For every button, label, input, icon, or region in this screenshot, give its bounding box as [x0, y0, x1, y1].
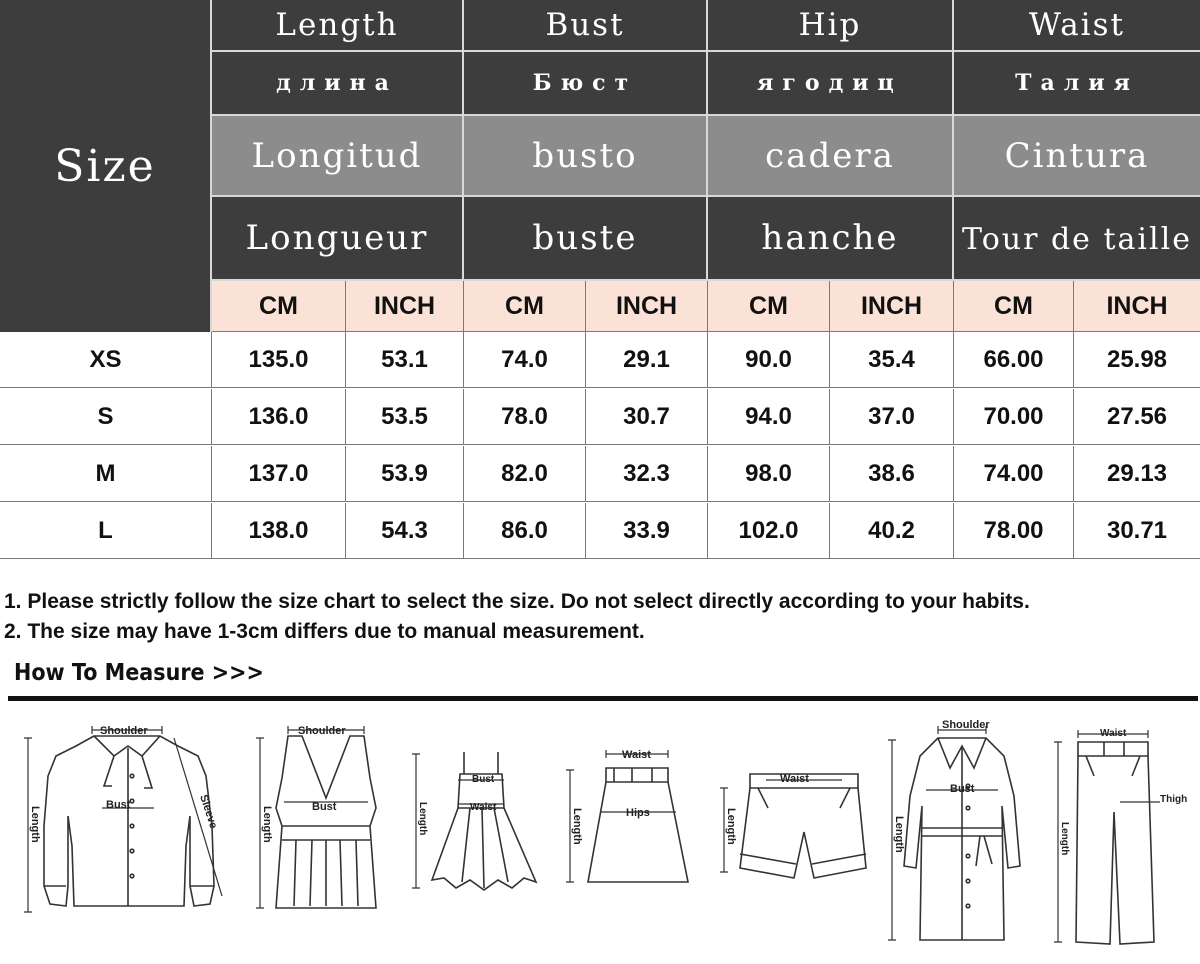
- table-cell: 138.0: [212, 503, 346, 559]
- shoulder-label: Shoulder: [100, 725, 148, 737]
- length-label: Length: [261, 806, 273, 843]
- length-label: Length: [893, 816, 905, 853]
- table-cell: 37.0: [830, 389, 954, 445]
- table-cell: 33.9: [586, 503, 708, 559]
- table-cell: 136.0: [212, 389, 346, 445]
- size-label-cell: M: [0, 446, 212, 502]
- waist-label: Waist: [470, 802, 497, 813]
- table-cell: 40.2: [830, 503, 954, 559]
- table-cell: 30.71: [1074, 503, 1200, 559]
- table-cell: 70.00: [954, 389, 1074, 445]
- unit-inch: INCH: [1074, 281, 1200, 332]
- unit-cm: CM: [954, 281, 1074, 332]
- trousers-icon: [1044, 722, 1194, 950]
- how-to-measure-title: How To Measure >>>: [14, 660, 264, 686]
- table-cell: 135.0: [212, 332, 346, 388]
- table-cell: 30.7: [586, 389, 708, 445]
- skirt-icon: [556, 742, 700, 890]
- table-cell: 90.0: [708, 332, 830, 388]
- unit-cm: CM: [708, 281, 830, 332]
- length-label: Length: [29, 806, 41, 843]
- table-cell: 137.0: [212, 446, 346, 502]
- table-cell: 53.5: [346, 389, 464, 445]
- table-cell: 54.3: [346, 503, 464, 559]
- bust-header-ru: Бюст: [464, 52, 708, 116]
- hip-header-ru: ягодиц: [708, 52, 954, 116]
- hip-header-fr: hanche: [708, 197, 954, 281]
- table-cell: 53.9: [346, 446, 464, 502]
- bust-header-fr: buste: [464, 197, 708, 281]
- waist-label: Waist: [1100, 728, 1127, 739]
- sundress-icon: [404, 748, 544, 896]
- table-cell: 29.1: [586, 332, 708, 388]
- note-size-chart: 1. Please strictly follow the size chart to select the size. Do not select directly according to your habits.: [4, 590, 1030, 613]
- length-header-ru: длина: [212, 52, 464, 116]
- length-header-en: Length: [212, 0, 464, 52]
- thigh-label: Thigh: [1160, 794, 1188, 805]
- table-cell: 27.56: [1074, 389, 1200, 445]
- size-label-cell: L: [0, 503, 212, 559]
- waist-label: Waist: [622, 749, 651, 761]
- bust-label: Bust: [312, 801, 337, 813]
- bust-label: Bust: [106, 799, 131, 811]
- size-label-cell: XS: [0, 332, 212, 388]
- length-header-fr: Longueur: [212, 197, 464, 281]
- length-label: Length: [417, 802, 428, 836]
- size-column-header: Size: [0, 0, 212, 332]
- table-cell: 78.00: [954, 503, 1074, 559]
- bust-label: Bust: [472, 774, 495, 785]
- table-cell: 102.0: [708, 503, 830, 559]
- table-cell: 66.00: [954, 332, 1074, 388]
- waist-header-es: Cintura: [954, 116, 1200, 197]
- tank-top-icon: [246, 718, 392, 914]
- unit-inch: INCH: [346, 281, 464, 332]
- table-cell: 29.13: [1074, 446, 1200, 502]
- table-cell: 38.6: [830, 446, 954, 502]
- bust-header-en: Bust: [464, 0, 708, 52]
- unit-inch: INCH: [830, 281, 954, 332]
- waist-header-fr: Tour de taille: [954, 197, 1200, 281]
- table-cell: 78.0: [464, 389, 586, 445]
- divider: [8, 696, 1198, 701]
- unit-cm: CM: [212, 281, 346, 332]
- waist-label: Waist: [780, 773, 809, 785]
- table-cell: 53.1: [346, 332, 464, 388]
- bust-header-es: busto: [464, 116, 708, 197]
- shoulder-label: Shoulder: [298, 725, 346, 737]
- bust-label: Bust: [950, 783, 975, 795]
- table-cell: 74.0: [464, 332, 586, 388]
- table-cell: 74.00: [954, 446, 1074, 502]
- coat-icon: [880, 716, 1030, 950]
- table-cell: 98.0: [708, 446, 830, 502]
- shorts-icon: [710, 768, 870, 888]
- hip-header-en: Hip: [708, 0, 954, 52]
- table-cell: 86.0: [464, 503, 586, 559]
- waist-header-ru: Талия: [954, 52, 1200, 116]
- size-label-cell: S: [0, 389, 212, 445]
- length-label: Length: [571, 808, 583, 845]
- length-label: Length: [1059, 822, 1070, 856]
- length-label: Length: [725, 808, 737, 845]
- hip-header-es: cadera: [708, 116, 954, 197]
- table-cell: 82.0: [464, 446, 586, 502]
- table-cell: 32.3: [586, 446, 708, 502]
- note-measurement-tolerance: 2. The size may have 1-3cm differs due to manual measurement.: [4, 620, 645, 643]
- waist-header-en: Waist: [954, 0, 1200, 52]
- length-header-es: Longitud: [212, 116, 464, 197]
- shoulder-label: Shoulder: [942, 719, 990, 731]
- unit-cm: CM: [464, 281, 586, 332]
- sleeve-label: Sleeve: [197, 793, 220, 831]
- table-cell: 25.98: [1074, 332, 1200, 388]
- unit-inch: INCH: [586, 281, 708, 332]
- hips-label: Hips: [626, 807, 650, 819]
- shirt-icon: [14, 716, 236, 921]
- table-cell: 94.0: [708, 389, 830, 445]
- table-cell: 35.4: [830, 332, 954, 388]
